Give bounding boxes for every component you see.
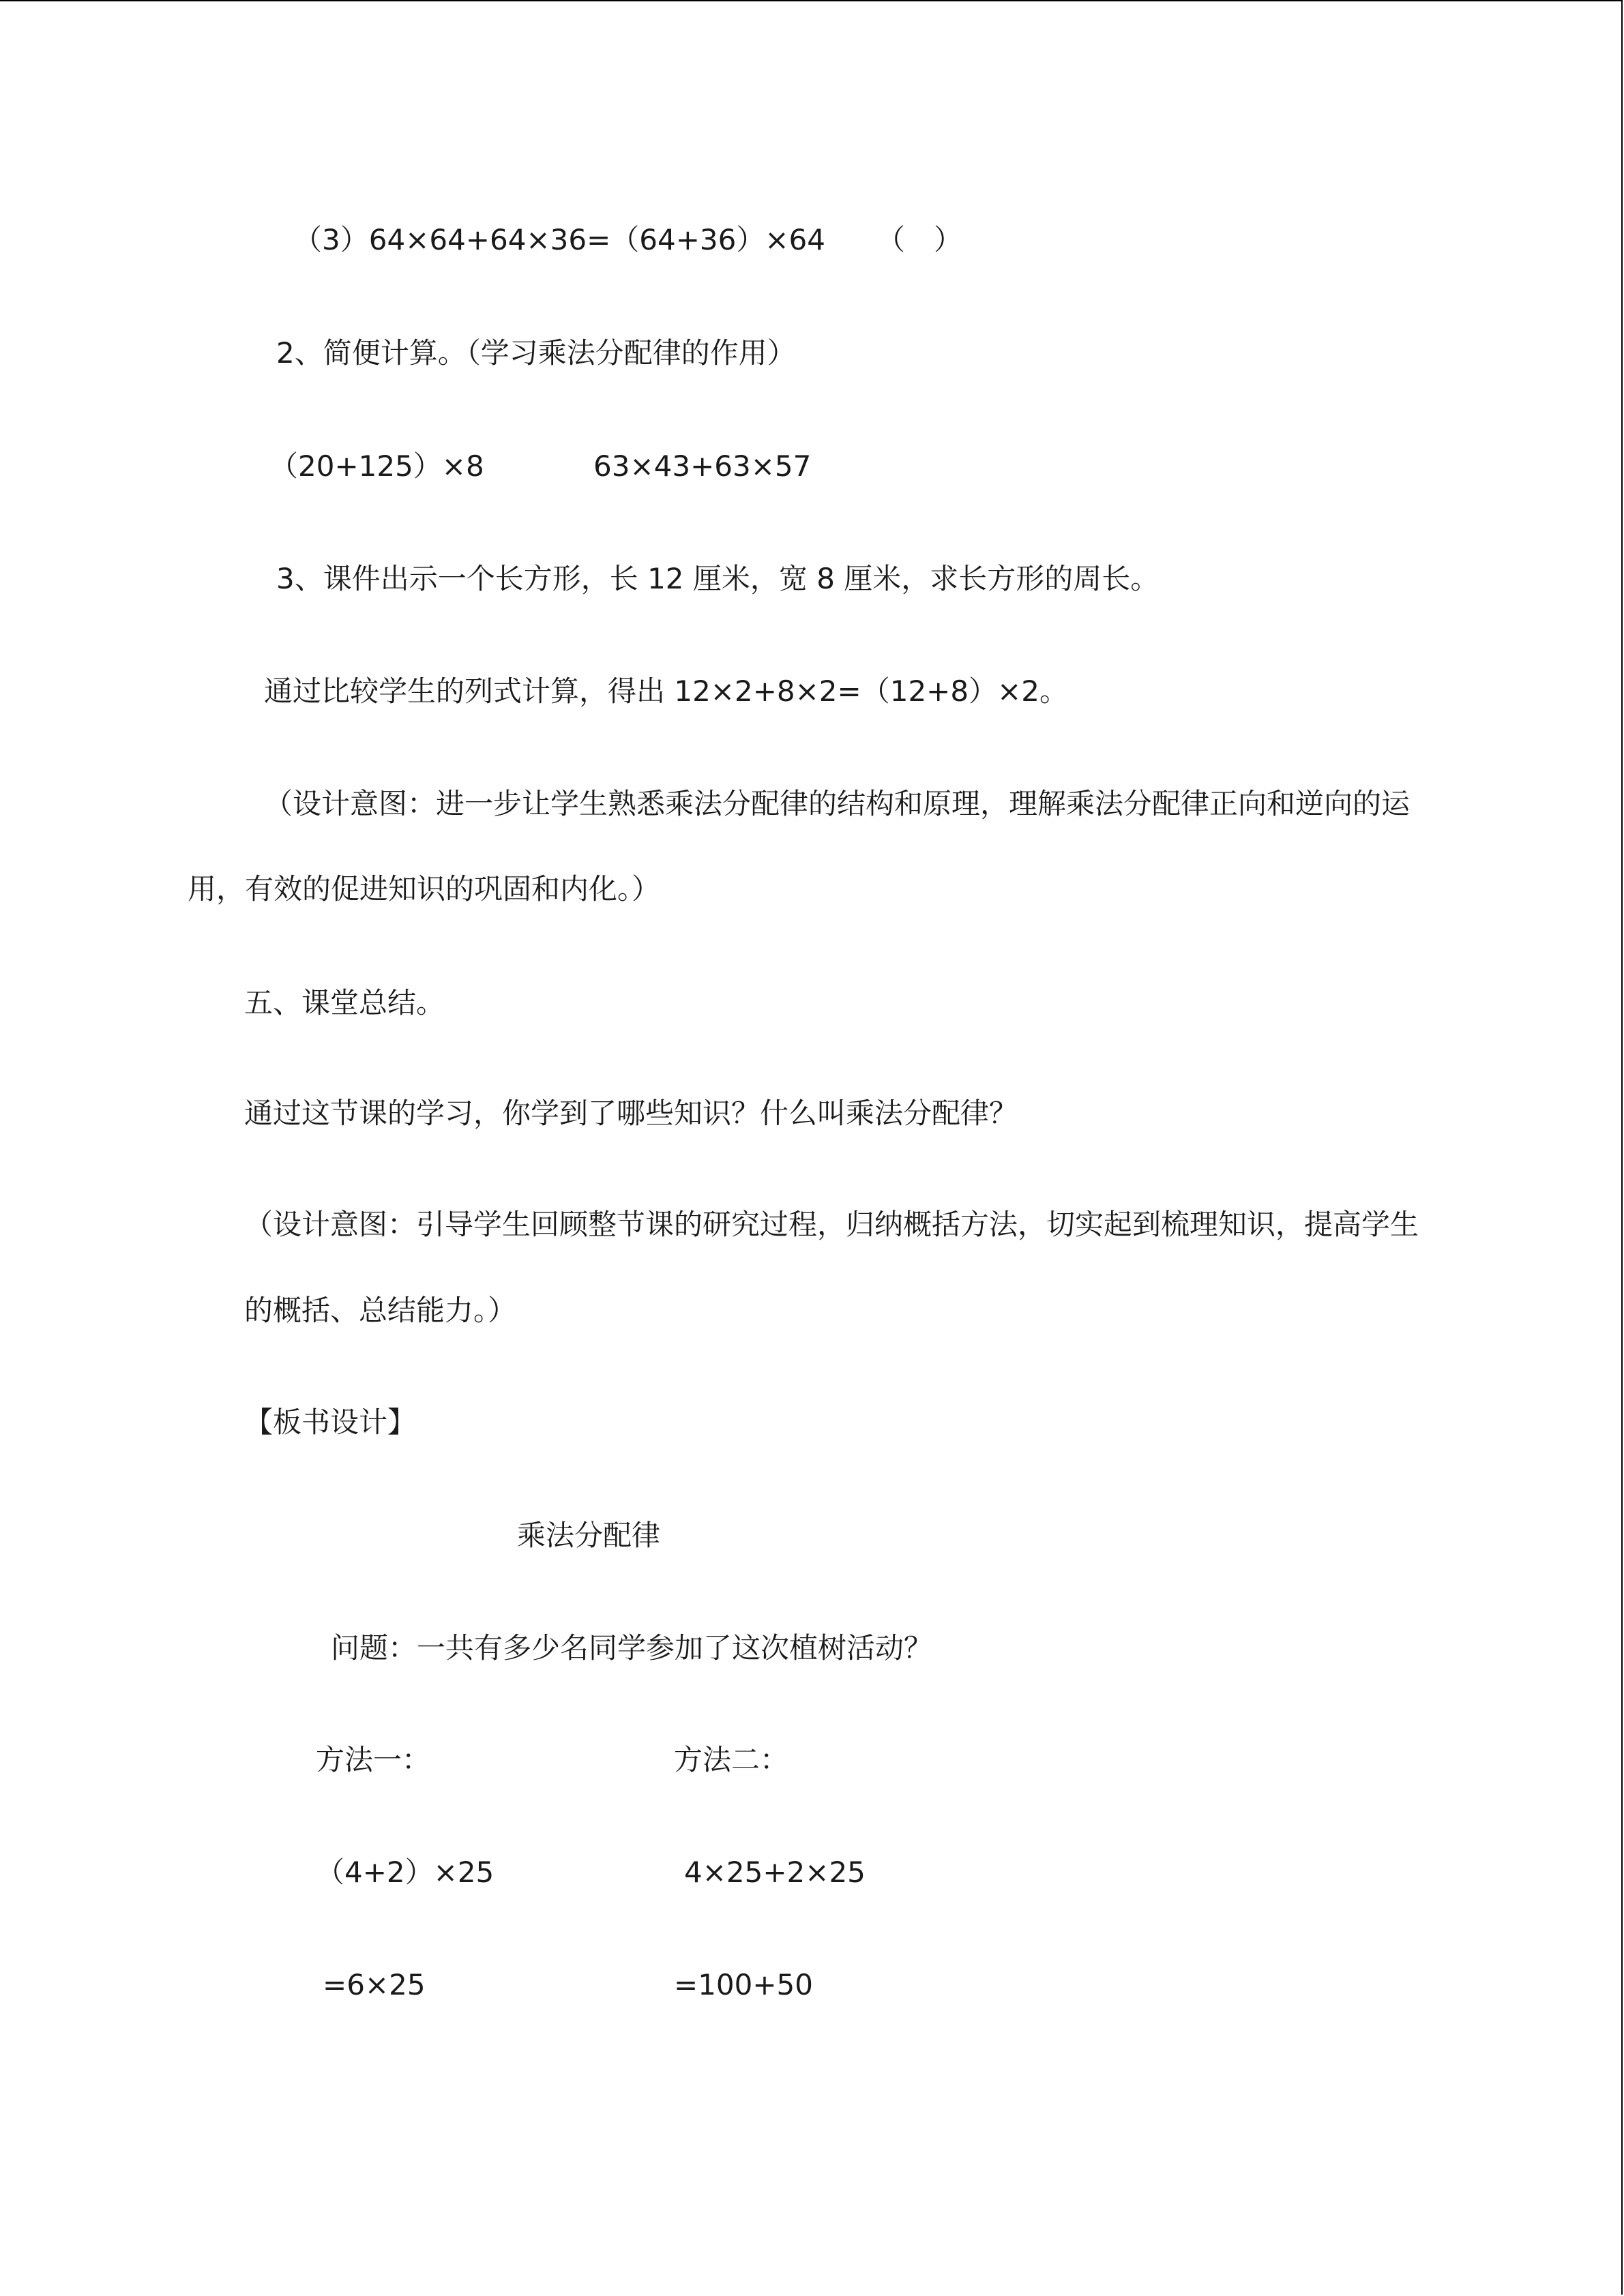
section-5-heading: 五、课堂总结。 <box>244 986 445 1019</box>
method-two-step-2: =100+50 <box>674 1968 813 2001</box>
method-one-label: 方法一： <box>316 1743 431 1776</box>
method-two-label: 方法二： <box>674 1743 789 1776</box>
method-two-step-1: 4×25+2×25 <box>684 1855 866 1889</box>
method-one-step-2: =6×25 <box>323 1968 426 2001</box>
section-3-text: 3、课件出示一个长方形，长 12 厘米，宽 8 厘米，求长方形的周长。 <box>276 562 1160 595</box>
answer-blank: （ ） <box>876 223 963 256</box>
comparison-text: 通过比较学生的列式计算，得出 12×2+8×2=（12+8）×2。 <box>264 674 1068 708</box>
design-intent-1-line-2: 用，有效的促进知识的巩固和内化。） <box>188 872 661 906</box>
calc-expression-1: （20+125）×8 <box>269 449 484 483</box>
board-title: 乘法分配律 <box>517 1519 661 1552</box>
board-design-heading: 【板书设计】 <box>244 1405 417 1439</box>
design-intent-1-line-1: （设计意图：进一步让学生熟悉乘法分配律的结构和原理，理解乘法分配律正向和逆向的运 <box>264 787 1411 820</box>
method-one-step-1: （4+2）×25 <box>316 1855 494 1889</box>
design-intent-2-line-1: （设计意图：引导学生回顾整节课的研究过程，归纳概括方法，切实起到梳理知识，提高学生 <box>244 1208 1419 1241</box>
section-2-heading: 2、简便计算。（学习乘法分配律的作用） <box>276 336 796 370</box>
board-question: 问题：一共有多少名同学参加了这次植树活动？ <box>331 1631 933 1665</box>
exercise-3-equation: （3）64×64+64×36=（64+36）×64 <box>293 223 825 256</box>
design-intent-2-line-2: 的概括、总结能力。） <box>244 1294 517 1327</box>
calc-expression-2: 63×43+63×57 <box>593 449 812 483</box>
summary-question: 通过这节课的学习，你学到了哪些知识？什么叫乘法分配律？ <box>244 1097 1018 1130</box>
